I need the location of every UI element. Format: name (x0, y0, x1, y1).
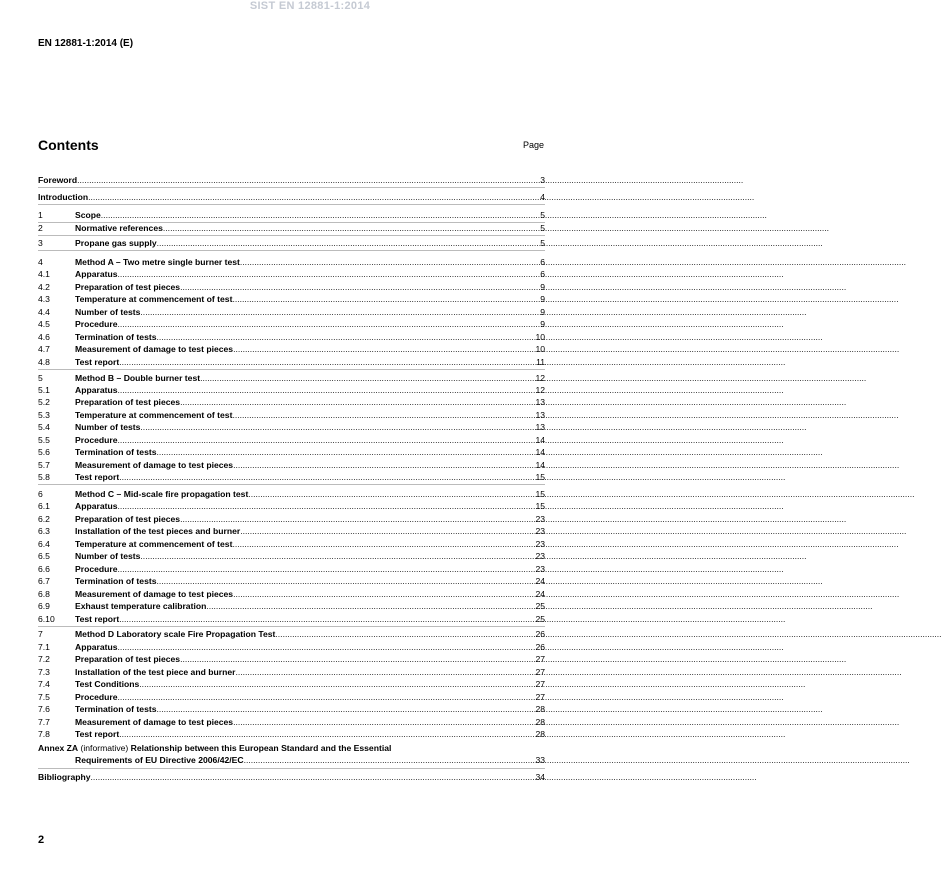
toc-entry[interactable] (38, 210, 545, 221)
toc-entry-page: 10 (535, 332, 545, 342)
toc-entry-number: 4.7 (38, 344, 50, 354)
toc-entry-number: 4.3 (38, 294, 50, 304)
toc-dot-leader (180, 514, 534, 525)
toc-entry-page: 3 (540, 175, 545, 185)
toc-separator (38, 204, 545, 205)
toc-entry-number: 6.5 (38, 551, 50, 561)
toc-entry[interactable] (38, 489, 545, 500)
toc-entry[interactable] (38, 589, 545, 600)
toc-entry-title: Method D Laboratory scale Fire Propagation Test (75, 629, 276, 639)
toc-entry-page: 5 (540, 223, 545, 233)
toc-entry-title: Test Conditions (75, 679, 140, 689)
toc-entry-title: Preparation of test pieces (75, 282, 181, 292)
toc-entry-number: 4.6 (38, 332, 50, 342)
toc-entry-page: 4 (540, 192, 545, 202)
toc-entry[interactable] (38, 642, 545, 653)
toc-entry-page: 27 (535, 667, 545, 677)
toc-entry-title: Propane gas supply (75, 238, 157, 248)
toc-entry-title: Preparation of test pieces (75, 514, 181, 524)
toc-entry-page: 25 (535, 614, 545, 624)
toc-entry-number: 7.4 (38, 679, 50, 689)
toc-entry-page: 27 (535, 654, 545, 664)
annex-qualifier: (informative) (80, 743, 129, 753)
toc-entry[interactable] (38, 192, 545, 203)
watermark: SIST EN 12881-1:2014 (249, 0, 371, 12)
toc-entry-page: 5 (540, 210, 545, 220)
toc-entry-number: 5 (38, 373, 43, 383)
toc-entry[interactable] (38, 679, 545, 690)
toc-entry-title: Procedure (75, 435, 118, 445)
toc-entry-title: Procedure (75, 564, 118, 574)
toc-entry-title: Test report (75, 614, 120, 624)
toc-dot-leader (118, 692, 535, 703)
toc-entry-page: 25 (535, 601, 545, 611)
toc-bibliography-entry[interactable] (38, 772, 545, 783)
toc-entry-number: 7.1 (38, 642, 50, 652)
toc-dot-leader (157, 447, 535, 458)
toc-annex-entry-continued[interactable] (75, 755, 545, 766)
toc-entry-title: Termination of tests (75, 447, 157, 457)
toc-entry-title: Test report (75, 472, 120, 482)
toc-entry-title: Scope (75, 210, 101, 220)
toc-entry-number: 6.4 (38, 539, 50, 549)
toc-entry[interactable] (38, 667, 545, 678)
toc-dot-leader (118, 564, 535, 575)
toc-dot-leader (233, 717, 534, 728)
toc-entry[interactable] (38, 601, 545, 612)
toc-entry-title: Foreword (38, 175, 78, 185)
toc-entry[interactable] (38, 514, 545, 525)
toc-dot-leader (232, 539, 534, 550)
toc-entry[interactable] (38, 614, 545, 625)
toc-dot-leader (140, 551, 534, 562)
toc-dot-leader (139, 679, 534, 690)
toc-entry-title: Temperature at commencement of test (75, 539, 233, 549)
toc-entry-page: 15 (535, 489, 545, 499)
toc-entry[interactable] (38, 704, 545, 715)
page-column-label: Page (523, 140, 545, 150)
toc-entry-number: 5.7 (38, 460, 50, 470)
toc-entry[interactable] (38, 551, 545, 562)
toc-dot-leader (88, 192, 539, 203)
toc-entry-page: 28 (535, 729, 545, 739)
toc-entry-page: 24 (535, 589, 545, 599)
toc-entry-page: 15 (535, 501, 545, 511)
toc-entry-title: Termination of tests (75, 576, 157, 586)
toc-entry-number: 7 (38, 629, 43, 639)
toc-entry-page: 14 (535, 447, 545, 457)
toc-dot-leader (118, 642, 535, 653)
toc-entry-number: 6.10 (38, 614, 55, 624)
toc-entry-number: 6.7 (38, 576, 50, 586)
bibliography-title: Bibliography (38, 772, 91, 782)
toc-entry-number: 4.5 (38, 319, 50, 329)
toc-entry-page: 27 (535, 692, 545, 702)
toc-entry-number: 5.3 (38, 410, 50, 420)
toc-entry-title: Procedure (75, 692, 118, 702)
toc-entry-number: 7.7 (38, 717, 50, 727)
toc-dot-leader (118, 501, 535, 512)
toc-entry[interactable] (38, 422, 545, 433)
toc-separator (38, 626, 545, 627)
toc-dot-leader (206, 601, 534, 612)
toc-entry-title: Apparatus (75, 642, 118, 652)
toc-entry[interactable] (38, 564, 545, 575)
toc-entry-number: 6 (38, 489, 43, 499)
toc-dot-leader (118, 269, 540, 280)
toc-dot-leader (275, 629, 534, 640)
toc-dot-leader (233, 460, 534, 471)
toc-entry[interactable] (38, 629, 545, 640)
toc-entry-number: 1 (38, 210, 43, 220)
toc-entry-number: 5.5 (38, 435, 50, 445)
annex-title-line2: Requirements of EU Directive 2006/42/EC (75, 755, 244, 765)
toc-separator (38, 235, 545, 236)
toc-dot-leader (244, 755, 535, 766)
toc-dot-leader (118, 435, 535, 446)
toc-entry-page: 9 (540, 282, 545, 292)
toc-entry-title: Measurement of damage to test pieces (75, 460, 234, 470)
toc-separator (38, 369, 545, 370)
toc-dot-leader (180, 282, 539, 293)
toc-entry[interactable] (38, 501, 545, 512)
toc-separator (38, 484, 545, 485)
toc-entry-page: 26 (535, 629, 545, 639)
toc-dot-leader (240, 257, 539, 268)
toc-entry-number: 4.1 (38, 269, 50, 279)
toc-entry-number: 3 (38, 238, 43, 248)
annex-label: Annex ZA (38, 743, 79, 753)
toc-entry-title: Method A – Two metre single burner test (75, 257, 240, 267)
toc-entry-number: 5.2 (38, 397, 50, 407)
toc-entry-title: Normative references (75, 223, 163, 233)
toc-entry-page: 5 (540, 238, 545, 248)
toc-entry-number: 6.9 (38, 601, 50, 611)
toc-entry[interactable] (38, 357, 545, 368)
toc-entry[interactable] (38, 472, 545, 483)
toc-entry[interactable] (38, 385, 545, 396)
toc-dot-leader (233, 589, 534, 600)
toc-entry-number: 6.8 (38, 589, 50, 599)
toc-separator (38, 768, 545, 769)
toc-separator (38, 187, 545, 188)
toc-entry-page: 12 (535, 385, 545, 395)
toc-entry[interactable] (38, 282, 545, 293)
toc-dot-leader (233, 344, 534, 355)
bibliography-page: 34 (535, 772, 545, 782)
toc-entry[interactable] (38, 397, 545, 408)
toc-entry[interactable] (38, 344, 545, 355)
contents-heading: Contents (38, 137, 99, 153)
toc-entry[interactable] (38, 435, 545, 446)
toc-entry-number: 6.1 (38, 501, 50, 511)
toc-entry-title: Method B – Double burner test (75, 373, 201, 383)
toc-entry-page: 9 (540, 319, 545, 329)
toc-entry-title: Exhaust temperature calibration (75, 601, 207, 611)
toc-entry-number: 7.8 (38, 729, 50, 739)
toc-entry-page: 27 (535, 679, 545, 689)
toc-entry-page: 12 (535, 373, 545, 383)
toc-entry-page: 13 (535, 410, 545, 420)
toc-entry-title: Apparatus (75, 501, 118, 511)
toc-separator (38, 250, 545, 251)
toc-entry[interactable] (38, 257, 545, 268)
toc-entry-page: 23 (535, 514, 545, 524)
toc-dot-leader (140, 422, 534, 433)
toc-entry-number: 6.2 (38, 514, 50, 524)
toc-entry-page: 28 (535, 717, 545, 727)
toc-entry-number: 5.6 (38, 447, 50, 457)
toc-entry-title: Measurement of damage to test pieces (75, 589, 234, 599)
toc-dot-leader (232, 294, 539, 305)
toc-dot-leader (180, 397, 534, 408)
toc-dot-leader (119, 357, 535, 368)
toc-dot-leader (119, 472, 534, 483)
toc-entry-title: Installation of the test pieces and burner (75, 526, 241, 536)
toc-dot-leader (119, 614, 534, 625)
toc-entry-page: 13 (535, 422, 545, 432)
toc-dot-leader (157, 704, 535, 715)
page-number: 2 (38, 834, 45, 846)
document-identifier: EN 12881-1:2014 (E) (38, 38, 134, 49)
annex-page: 33 (535, 755, 545, 765)
toc-dot-leader (91, 772, 535, 783)
toc-dot-leader (163, 223, 539, 234)
toc-entry-title: Termination of tests (75, 332, 157, 342)
toc-entry-number: 5.8 (38, 472, 50, 482)
toc-entry[interactable] (38, 238, 545, 249)
toc-entry-page: 10 (535, 344, 545, 354)
toc-entry-page: 24 (535, 576, 545, 586)
toc-entry-page: 28 (535, 704, 545, 714)
toc-entry-title: Method C – Mid-scale fire propagation test (75, 489, 249, 499)
toc-dot-leader (157, 332, 535, 343)
toc-entry-page: 14 (535, 460, 545, 470)
toc-dot-leader (118, 385, 535, 396)
toc-dot-leader (101, 210, 539, 221)
toc-dot-leader (157, 576, 535, 587)
toc-entry[interactable] (38, 692, 545, 703)
toc-entry-number: 4.2 (38, 282, 50, 292)
toc-entry-title: Procedure (75, 319, 118, 329)
toc-dot-leader (157, 238, 540, 249)
toc-entry[interactable] (38, 269, 545, 280)
toc-entry[interactable] (38, 729, 545, 740)
toc-entry[interactable] (38, 447, 545, 458)
toc-entry-title: Test report (75, 357, 120, 367)
toc-dot-leader (77, 175, 539, 186)
annex-title-line1: Relationship between this European Standard and the Essential (130, 743, 392, 753)
toc-entry-number: 7.6 (38, 704, 50, 714)
toc-entry-title: Installation of the test piece and burner (75, 667, 236, 677)
toc-entry-title: Number of tests (75, 307, 141, 317)
toc-dot-leader (119, 729, 534, 740)
toc-entry-title: Temperature at commencement of test (75, 294, 233, 304)
toc-entry[interactable] (38, 175, 545, 186)
toc-dot-leader (140, 307, 539, 318)
toc-entry-page: 9 (540, 294, 545, 304)
toc-entry[interactable] (38, 223, 545, 234)
toc-entry-title: Apparatus (75, 385, 118, 395)
toc-entry[interactable] (38, 294, 545, 305)
toc-entry-title: Measurement of damage to test pieces (75, 344, 234, 354)
toc-entry-number: 5.4 (38, 422, 50, 432)
toc-dot-leader (235, 667, 534, 678)
toc-entry[interactable] (38, 319, 545, 330)
toc-entry-page: 23 (535, 564, 545, 574)
toc-entry-page: 9 (540, 307, 545, 317)
toc-entry[interactable] (38, 410, 545, 421)
toc-entry[interactable] (38, 373, 545, 384)
toc-entry-title: Number of tests (75, 551, 141, 561)
toc-entry[interactable] (38, 654, 545, 665)
toc-entry-number: 4 (38, 257, 43, 267)
toc-entry-title: Test report (75, 729, 120, 739)
toc-entry-title: Number of tests (75, 422, 141, 432)
toc-entry[interactable] (38, 460, 545, 471)
toc-entry-number: 7.3 (38, 667, 50, 677)
toc-entry-page: 14 (535, 435, 545, 445)
toc-entry-number: 2 (38, 223, 43, 233)
toc-entry-page: 6 (540, 269, 545, 279)
toc-entry-page: 11 (536, 357, 545, 367)
toc-dot-leader (240, 526, 534, 537)
toc-entry-page: 26 (535, 642, 545, 652)
toc-entry[interactable] (38, 717, 545, 728)
toc-entry[interactable] (38, 576, 545, 587)
toc-entry-title: Introduction (38, 192, 89, 202)
toc-entry-number: 6.3 (38, 526, 50, 536)
toc-entry[interactable] (38, 332, 545, 343)
toc-entry-number: 7.5 (38, 692, 50, 702)
toc-entry-page: 13 (535, 397, 545, 407)
toc-dot-leader (200, 373, 534, 384)
toc-entry-number: 7.2 (38, 654, 50, 664)
toc-entry-number: 4.8 (38, 357, 50, 367)
toc-entry-title: Measurement of damage to test pieces (75, 717, 234, 727)
toc-entry-title: Preparation of test pieces (75, 397, 181, 407)
toc-entry-title: Temperature at commencement of test (75, 410, 233, 420)
toc-entry-page: 23 (535, 526, 545, 536)
toc-entry[interactable] (38, 539, 545, 550)
toc-entry-title: Termination of tests (75, 704, 157, 714)
toc-entry-number: 5.1 (38, 385, 50, 395)
toc-entry-number: 4.4 (38, 307, 50, 317)
toc-entry[interactable] (38, 307, 545, 318)
toc-entry-number: 6.6 (38, 564, 50, 574)
toc-entry-page: 23 (535, 539, 545, 549)
toc-annex-entry[interactable] (38, 743, 545, 754)
toc-dot-leader (232, 410, 534, 421)
toc-entry-page: 6 (540, 257, 545, 267)
toc-dot-leader (248, 489, 534, 500)
toc-entry-title: Preparation of test pieces (75, 654, 181, 664)
toc-entry[interactable] (38, 526, 545, 537)
toc-dot-leader (118, 319, 540, 330)
toc-dot-leader (180, 654, 534, 665)
toc-entry-page: 15 (535, 472, 545, 482)
toc-entry-page: 23 (535, 551, 545, 561)
toc-separator (38, 222, 545, 223)
toc-entry-title: Apparatus (75, 269, 118, 279)
